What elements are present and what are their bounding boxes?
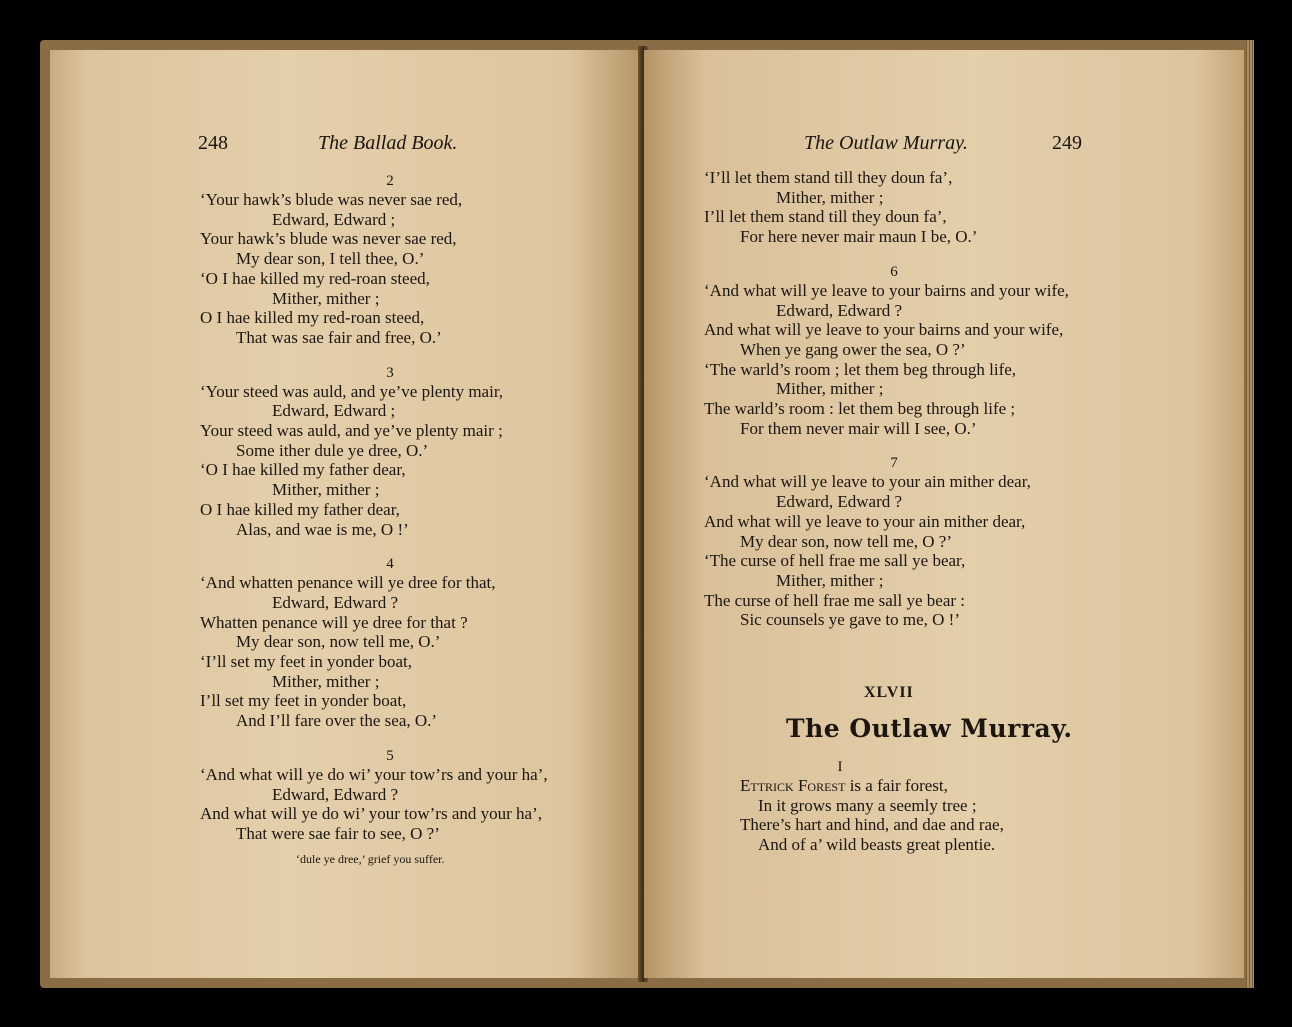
- first-stanza-lines: [740, 796, 1100, 855]
- stanza-gap: [704, 438, 1164, 454]
- verse-line: Whatten penance will ye dree for that ?: [200, 612, 468, 632]
- verse-line: ‘O I hae killed my father dear,: [200, 460, 406, 480]
- verse-line: Mither, mither ;: [776, 570, 884, 590]
- right-verse-block: [704, 168, 1164, 630]
- ballad-title: The Outlaw Murray.: [786, 714, 1073, 743]
- verse-line: My dear son, now tell me, O.’: [236, 632, 441, 652]
- verse-line: My dear son, I tell thee, O.’: [236, 249, 425, 269]
- verse-line: ‘I’ll let them stand till they doun fa’,: [704, 168, 953, 187]
- verse-line: That were sae fair to see, O ?’: [236, 823, 440, 843]
- verse-line: And I’ll fare over the sea, O.’: [236, 711, 438, 731]
- verse-line: O I hae killed my father dear,: [200, 499, 400, 519]
- opening-smallcaps: Ettrick Forest: [740, 776, 846, 795]
- verse-line: And what will ye leave to your ain mither dear,: [704, 511, 1026, 531]
- verse-line: Edward, Edward ;: [272, 401, 396, 421]
- verse-line: For them never mair will I see, O.’: [740, 418, 977, 438]
- stanza-number: 6: [890, 263, 898, 280]
- verse-line: Edward, Edward ?: [776, 492, 903, 512]
- verse-line: When ye gang ower the sea, O ?’: [740, 339, 966, 359]
- verse-line: Your steed was auld, and ye’ve plenty mair ;: [200, 421, 503, 441]
- verse-line: ‘And whatten penance will ye dree for that,: [200, 573, 496, 593]
- verse-line: Alas, and wae is me, O !’: [236, 519, 409, 539]
- verse-line: ‘Your steed was auld, and ye’ve plenty mair,: [200, 381, 504, 401]
- stanza-gap: [200, 539, 600, 555]
- verse-line: ‘Your hawk’s blude was never sae red,: [200, 190, 463, 209]
- left-page-number: 248: [198, 132, 228, 154]
- verse-line: Edward, Edward ?: [272, 592, 399, 612]
- stanza-number: 4: [386, 556, 394, 573]
- verse-line: The warld’s room : let them beg through life ;: [704, 399, 1016, 419]
- first-stanza-block: [740, 758, 1100, 855]
- verse-line: ‘The warld’s room ; let them beg through life,: [704, 359, 1017, 379]
- verse-line: In it grows many a seemly tree ;: [758, 795, 977, 815]
- verse-line: ‘And what will ye leave to your bairns and your wife,: [704, 280, 1069, 300]
- verse-line: ‘And what will ye do wi’ your tow’rs and your ha’,: [200, 764, 548, 784]
- verse-line: And of a’ wild beasts great plentie.: [758, 835, 996, 855]
- verse-line: Mither, mither ;: [272, 671, 380, 691]
- verse-line: For here never mair maun I be, O.’: [740, 227, 978, 247]
- stanza-number: I: [837, 759, 843, 775]
- verse-line: And what will ye leave to your bairns and your wife,: [704, 320, 1064, 340]
- verse-line: My dear son, now tell me, O ?’: [740, 531, 952, 551]
- verse-line: Edward, Edward ?: [776, 300, 903, 320]
- verse-line: Some ither dule ye dree, O.’: [236, 440, 429, 460]
- stanza-number: 5: [386, 747, 394, 764]
- verse-line: I’ll set my feet in yonder boat,: [200, 691, 407, 711]
- verse-line: O I hae killed my red-roan steed,: [200, 308, 425, 328]
- open-book: [40, 40, 1252, 988]
- left-verse-block: [200, 172, 600, 844]
- stanza-number: 3: [386, 364, 394, 381]
- verse-line: Mither, mither ;: [776, 379, 884, 399]
- verse-line: Edward, Edward ?: [272, 784, 399, 804]
- verse-line: Mither, mither ;: [776, 187, 884, 207]
- stanza-number: 7: [890, 455, 898, 472]
- footnote: ‘dule ye dree,’ grief you suffer.: [296, 852, 445, 866]
- right-running-title: The Outlaw Murray.: [804, 132, 968, 154]
- stanza-number: 2: [386, 173, 394, 189]
- verse-line: [740, 776, 1100, 796]
- verse-line: There’s hart and hind, and dae and rae,: [740, 815, 1004, 835]
- page-edges: [1246, 40, 1254, 988]
- verse-line: ‘And what will ye leave to your ain mither dear,: [704, 472, 1031, 492]
- verse-line: That was sae fair and free, O.’: [236, 327, 442, 347]
- first-line-rest: is a fair forest,: [845, 776, 948, 795]
- verse-line: Edward, Edward ;: [272, 209, 396, 229]
- verse-line: ‘The curse of hell frae me sall ye bear,: [704, 551, 966, 571]
- stanza-gap: [200, 348, 600, 364]
- verse-line: Sic counsels ye gave to me, O !’: [740, 610, 960, 630]
- right-page: [644, 50, 1244, 978]
- stanza-gap: [200, 731, 600, 747]
- verse-line: ‘O I hae killed my red-roan steed,: [200, 268, 430, 288]
- right-page-number: 249: [1052, 132, 1082, 154]
- ballad-numeral: XLVII: [864, 684, 914, 701]
- verse-line: The curse of hell frae me sall ye bear :: [704, 590, 966, 610]
- left-page: [50, 50, 640, 978]
- verse-line: Mither, mither ;: [272, 480, 380, 500]
- verse-line: And what will ye do wi’ your tow’rs and your ha’,: [200, 804, 542, 824]
- verse-line: I’ll let them stand till they doun fa’,: [704, 207, 947, 227]
- verse-line: Your hawk’s blude was never sae red,: [200, 229, 457, 249]
- verse-line: ‘I’ll set my feet in yonder boat,: [200, 652, 412, 672]
- verse-line: Mither, mither ;: [272, 288, 380, 308]
- stanza-gap: [704, 247, 1164, 263]
- left-running-title: The Ballad Book.: [318, 132, 458, 154]
